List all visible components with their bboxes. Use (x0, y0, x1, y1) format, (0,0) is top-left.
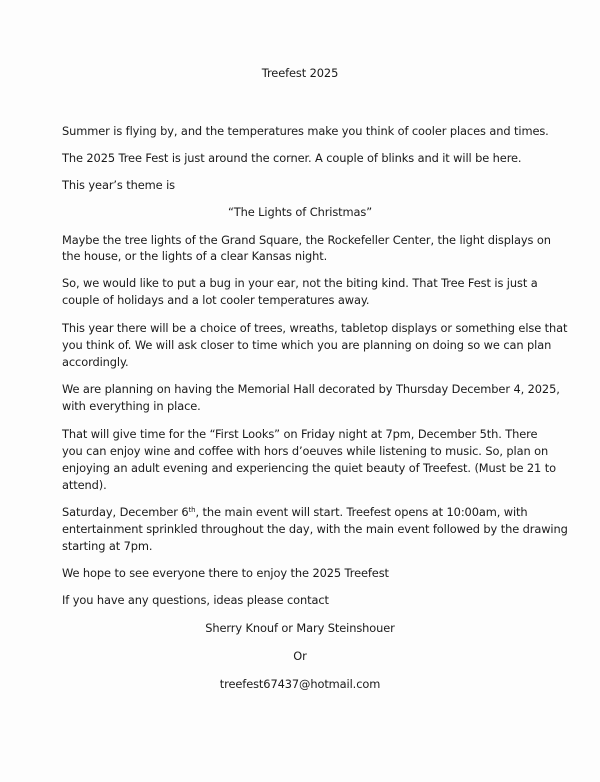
main-event-date: Saturday, December 6 (62, 505, 189, 519)
paragraph-main-event-line-2: entertainment sprinkled throughout the day, with the main event followed by the drawing (62, 522, 568, 536)
main-event-text: , the main event will start. Treefest opens at 10:00am, with (195, 505, 528, 519)
paragraph-tree-fest-corner: The 2025 Tree Fest is just around the corner. A couple of blinks and it will be here. (62, 151, 522, 165)
paragraph-memorial-hall-line-2: with everything in place. (62, 399, 201, 413)
theme-title: “The Lights of Christmas” (227, 205, 373, 219)
ordinal-suffix: th (188, 506, 196, 514)
page-title: Treefest 2025 (261, 66, 339, 80)
paragraph-main-event-line-3: starting at 7pm. (62, 539, 153, 553)
paragraph-bug-in-ear-line-1: So, we would like to put a bug in your ear, not the biting kind. That Tree Fest is just a (62, 276, 538, 290)
paragraph-first-looks-line-4: attend). (62, 478, 107, 492)
paragraph-memorial-hall-line-1: We are planning on having the Memorial Hall decorated by Thursday December 4, 2025, (62, 382, 560, 396)
paragraph-first-looks-line-3: enjoying an adult evening and experiencing the quiet beauty of Treefest. (Must be 21 to (62, 461, 556, 475)
paragraph-first-looks-line-2: you can enjoy wine and coffee with hors d’oeuves while listening to music. So, plan on (62, 444, 549, 458)
paragraph-summer: Summer is flying by, and the temperatures make you think of cooler places and times. (62, 124, 549, 138)
paragraph-choices-line-3: accordingly. (62, 355, 129, 369)
contact-or: Or (293, 649, 307, 663)
contact-email: treefest67437@hotmail.com (219, 677, 381, 691)
paragraph-main-event-line-1 (62, 505, 528, 519)
paragraph-choices-line-1: This year there will be a choice of trees, wreaths, tabletop displays or something else that (62, 321, 568, 335)
paragraph-tree-lights-line-2: the house, or the lights of a clear Kansas night. (62, 249, 328, 263)
paragraph-choices-line-2: you think of. We will ask closer to time which you are planning on doing so we can plan (62, 338, 552, 352)
paragraph-theme-intro: This year’s theme is (62, 178, 176, 192)
paragraph-tree-lights-line-1: Maybe the tree lights of the Grand Square, the Rockefeller Center, the light displays on (62, 233, 551, 247)
paragraph-hope-to-see: We hope to see everyone there to enjoy the 2025 Treefest (62, 566, 389, 580)
paragraph-questions: If you have any questions, ideas please contact (62, 593, 329, 607)
paragraph-bug-in-ear-line-2: couple of holidays and a lot cooler temperatures away. (62, 293, 370, 307)
paragraph-first-looks-line-1: That will give time for the “First Looks” on Friday night at 7pm, December 5th. There (62, 427, 538, 441)
contact-names: Sherry Knouf or Mary Steinshouer (205, 621, 395, 635)
